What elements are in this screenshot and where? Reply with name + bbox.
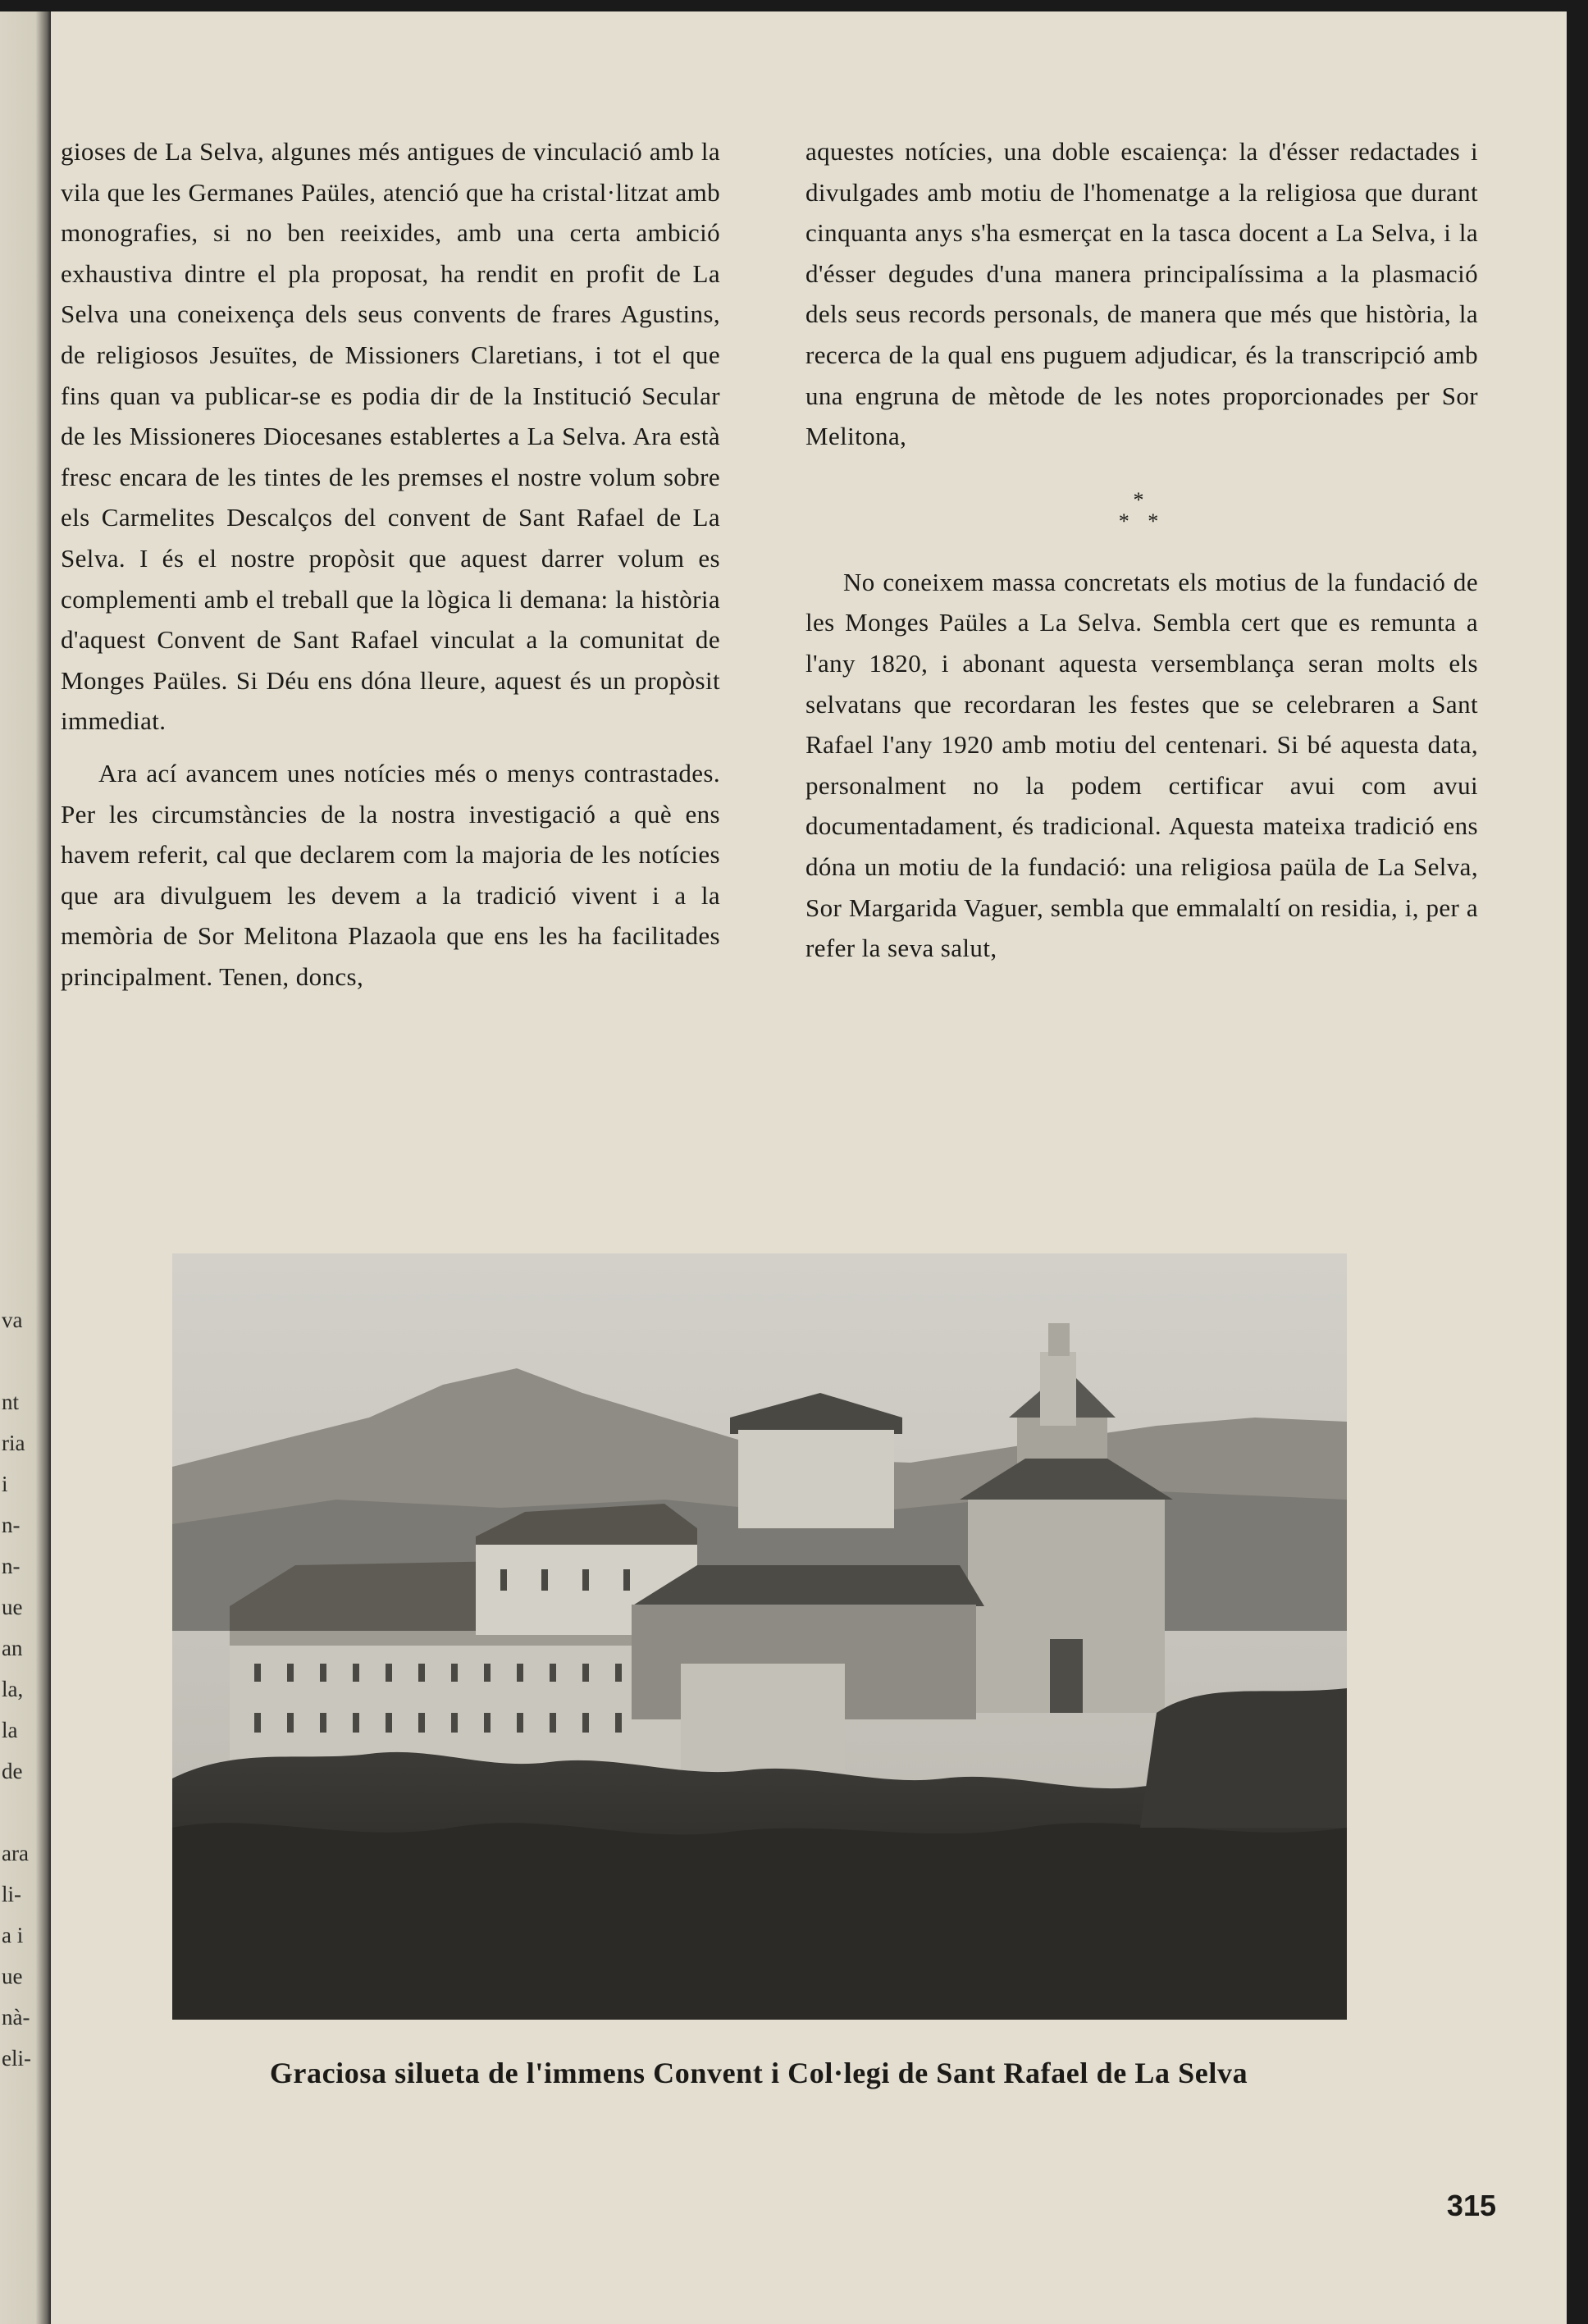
photo-illustration [172, 1253, 1347, 2020]
body-paragraph: No coneixem massa concretats els motius de la fundació de les Monges Paüles a La Selva. Sembla cert que es remunta a l'any 1820, i abonant aquesta versemblança seran molts els selvatans que recordaran les festes que se celebraren a Sant Rafael l'any 1920 amb motiu del centenari. Si bé aquesta data, personalment no la podem certificar avui com avui documentadament, és tradicional. Aquesta mateixa tradició ens dóna un motiu de la fundació: una religiosa paüla de La Selva, Sor Margarida Vaguer, sembla que emmalaltí on residia, i, per a refer la seva salut, [805, 567, 1478, 963]
page-number: 315 [1446, 2189, 1496, 2222]
convent-photograph [172, 1253, 1347, 2020]
gutter-fragment: de [2, 1759, 23, 1783]
gutter-fragment: an [2, 1636, 23, 1660]
facing-page-fragments [2, 1299, 43, 2079]
gutter-fragment [2, 1340, 43, 1381]
scan-border-top [0, 0, 1588, 11]
asterism-bottom: * * [1118, 509, 1166, 533]
gutter-fragment: ria [2, 1431, 25, 1455]
gutter-fragment: li- [2, 1882, 21, 1906]
gutter-fragment: la, [2, 1677, 24, 1701]
facing-page-gutter [0, 11, 51, 2324]
section-separator [805, 487, 1478, 533]
gutter-fragment [2, 1792, 43, 1833]
gutter-fragment: la [2, 1718, 18, 1742]
gutter-fragment: ue [2, 1964, 23, 1988]
gutter-fragment: va [2, 1308, 23, 1332]
right-column [805, 131, 1478, 969]
body-paragraph: gioses de La Selva, algunes més antigues de vinculació amb la vila que les Germanes Paüles, atenció que ha cristal·litzat amb monografies, si no ben reeixides, amb una certa ambició exhaustiva dintre el pla proposat, ha rendit en profit de La Selva una coneixença dels seus convents de frares Agustins, de religiosos Jesuïtes, de Missioners Claretians, i tot el que fins quan va publicar-se es podia dir de la Institució Secular de les Missioneres Diocesanes establertes a La Selva. Ara està fresc encara de les tintes de les premses el nostre volum sobre els Carmelites Descalços del convent de Sant Rafael de La Selva. I és el nostre propòsit que aquest darrer volum es complementi amb el treball que la lògica li demana: la història d'aquest Convent de Sant Rafael vinculat a la comunitat de Monges Paüles. Si Déu ens dóna lleure, aquest és un propòsit immediat. [61, 137, 720, 736]
figure-caption: Graciosa silueta de l'immens Convent i Col·legi de Sant Rafael de La Selva [269, 2057, 1248, 2089]
gutter-fragment: nà- [2, 2005, 30, 2030]
gutter-fragment: ue [2, 1595, 23, 1619]
asterism-top: * [1133, 487, 1151, 512]
body-paragraph: Ara ací avancem unes notícies més o menys contrastades. Per les circumstàncies de la nostra investigació a què ens havem referit, cal que declarem com la majoria de les notícies que ara divulguem les devem a la tradició vivent i a la memòria de Sor Melitona Plazaola que ens les ha facilitades principalment. Tenen, doncs, [61, 758, 720, 991]
gutter-fragment: a i [2, 1923, 24, 1947]
scan-border-right [1567, 0, 1588, 2324]
gutter-fragment: n- [2, 1513, 21, 1537]
body-paragraph: aquestes notícies, una doble escaiença: la d'ésser redactades i divulgades amb motiu de l'homenatge a la religiosa que durant cinquanta anys s'ha esmerçat en la tasca docent a La Selva, i la d'ésser degudes d'una manera principalíssima a la plasmació dels seus records personals, de manera que més que història, la recerca de la qual ens puguem adjudicar, és la transcripció amb una engruna de mètode de les notes proporcionades per Sor Melitona, [805, 137, 1478, 451]
left-column [61, 131, 720, 997]
gutter-fragment: i [2, 1472, 8, 1496]
gutter-fragment: ara [2, 1841, 29, 1865]
gutter-fragment: n- [2, 1554, 21, 1578]
gutter-fragment: eli- [2, 2046, 31, 2071]
gutter-fragment: nt [2, 1390, 20, 1414]
